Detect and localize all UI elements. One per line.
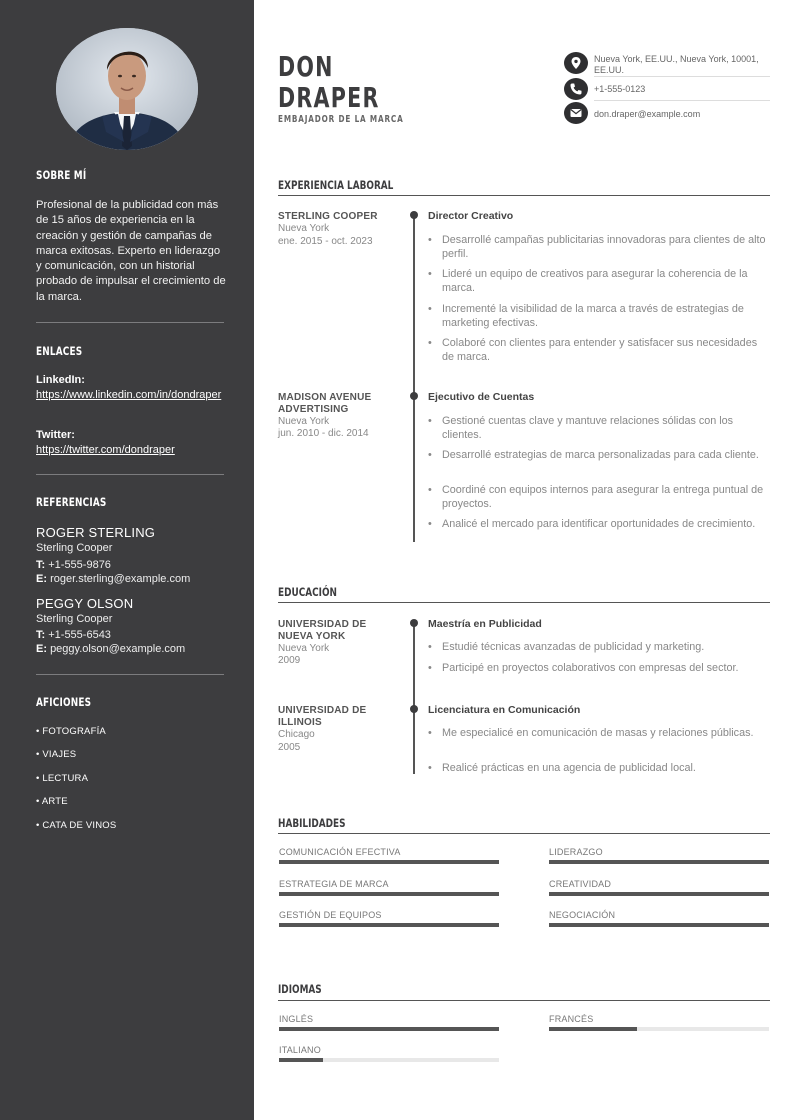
skill-bar [279,923,499,927]
contact-address: Nueva York, EE.UU., Nueva York, 10001, EE.UU. [594,54,759,75]
twitter-label: Twitter: [36,429,75,441]
phone-icon [564,78,588,100]
about-heading: SOBRE MÍ [36,168,87,182]
education-year: 2005 [278,742,301,753]
linkedin-link[interactable]: https://www.linkedin.com/in/dondraper [36,389,222,401]
experience-company: MADISON AVENUE ADVERTISING [278,392,372,415]
contact-phone: +1-555-0123 [594,84,646,94]
experience-bullet: • Colaboré con clientes para entender y satisfacer sus necesidades de marca. [428,336,772,364]
divider [36,674,224,675]
divider [36,474,224,475]
skill-name: LIDERAZGO [549,847,603,857]
language-name: ITALIANO [279,1045,321,1055]
reference-company: Sterling Cooper [36,613,113,625]
skill-bar [279,892,499,896]
skill-bar-fill [279,923,499,927]
education-year: 2009 [278,655,301,666]
divider [278,1000,770,1001]
skill-bar [549,923,769,927]
experience-role: Director Creativo [428,210,514,222]
hobby-item: • ARTE [36,796,68,807]
education-school: UNIVERSIDAD DE NUEVA YORK [278,619,367,642]
language-bar [279,1027,499,1031]
timeline-dot [410,705,418,713]
job-title: EMBAJADOR DE LA MARCA [278,114,404,125]
avatar [56,28,198,150]
divider [278,833,770,834]
skill-bar [549,860,769,864]
language-bar-fill [279,1027,499,1031]
skill-name: NEGOCIACIÓN [549,910,616,920]
timeline-dot [410,211,418,219]
experience-bullet: • Gestioné cuentas clave y mantuve relaciones sólidas con los clientes. [428,414,772,442]
twitter-link[interactable]: https://twitter.com/dondraper [36,444,175,456]
skill-bar-fill [279,860,499,864]
skill-bar-fill [279,892,499,896]
skill-bar-fill [549,860,769,864]
language-bar-fill [279,1058,323,1062]
contact-email: don.draper@example.com [594,109,701,119]
education-school: UNIVERSIDAD DE ILLINOIS [278,705,367,728]
experience-heading: EXPERIENCIA LABORAL [278,178,394,192]
experience-bullet: • Desarrollé estrategias de marca personalizadas para cada cliente. [428,448,772,462]
experience-location: Nueva York [278,223,330,234]
timeline-dot [410,392,418,400]
first-name: DON [278,50,334,83]
education-bullet: • Participé en proyectos colaborativos con empresas del sector. [428,661,772,675]
links-heading: ENLACES [36,344,83,358]
experience-role: Ejecutivo de Cuentas [428,391,535,403]
reference-phone: T: +1-555-6543 [36,629,111,641]
divider [36,322,224,323]
language-bar [279,1058,499,1062]
location-icon [564,52,588,74]
experience-dates: ene. 2015 - oct. 2023 [278,236,373,247]
reference-email: E: roger.sterling@example.com [36,573,191,585]
timeline-line [413,624,415,774]
experience-bullet: • Desarrollé campañas publicitarias innovadoras para clientes de alto perfil. [428,233,772,261]
about-text: Profesional de la publicidad con más de 15 años de experiencia en la creación y gestión de campañas de marca exitosas. Experto en liderazgo y comunicación, con un historial probado de impulsar el crecimiento de la marca. [36,199,226,303]
skill-bar [279,860,499,864]
reference-company: Sterling Cooper [36,542,113,554]
skill-name: COMUNICACIÓN EFECTIVA [279,847,401,857]
languages-heading: IDIOMAS [278,982,322,996]
skill-bar-fill [549,923,769,927]
experience-bullet: • Coordiné con equipos internos para asegurar la entrega puntual de proyectos. [428,483,772,511]
linkedin-label: LinkedIn: [36,374,85,386]
education-bullet: • Me especialicé en comunicación de masas y relaciones públicas. [428,726,772,740]
experience-location: Nueva York [278,416,330,427]
email-icon [564,102,588,124]
divider [278,602,770,603]
education-heading: EDUCACIÓN [278,585,337,599]
experience-company: STERLING COOPER [278,211,378,222]
language-bar-fill [549,1027,637,1031]
reference-name: PEGGY OLSON [36,596,134,611]
skills-heading: HABILIDADES [278,816,346,830]
education-degree: Maestría en Publicidad [428,618,542,630]
skill-bar [549,892,769,896]
skill-name: CREATIVIDAD [549,879,612,889]
education-location: Chicago [278,729,315,740]
reference-phone: T: +1-555-9876 [36,559,111,571]
experience-dates: jun. 2010 - dic. 2014 [278,428,369,439]
reference-name: ROGER STERLING [36,525,156,540]
timeline-dot [410,619,418,627]
timeline-line [413,216,415,542]
skill-name: GESTIÓN DE EQUIPOS [279,910,382,920]
skill-name: ESTRATEGIA DE MARCA [279,879,389,889]
profile-photo [56,28,198,150]
education-degree: Licenciatura en Comunicación [428,704,581,716]
hobby-item: • FOTOGRAFÍA [36,726,106,737]
experience-bullet: • Lideré un equipo de creativos para asegurar la coherencia de la marca. [428,267,772,295]
reference-email: E: peggy.olson@example.com [36,643,186,655]
divider [278,195,770,196]
experience-bullet: • Incrementé la visibilidad de la marca a través de estrategias de marketing efectivas. [428,302,772,330]
hobby-item: • LECTURA [36,773,89,784]
education-location: Nueva York [278,643,330,654]
language-name: FRANCÉS [549,1014,594,1024]
divider [594,100,770,101]
experience-bullet: • Analicé el mercado para identificar oportunidades de crecimiento. [428,517,772,531]
education-bullet: • Realicé prácticas en una agencia de publicidad local. [428,761,772,775]
hobbies-heading: AFICIONES [36,695,92,709]
references-heading: REFERENCIAS [36,495,107,509]
hobby-item: • CATA DE VINOS [36,820,117,831]
skill-bar-fill [549,892,769,896]
last-name: DRAPER [278,81,380,114]
education-bullet: • Estudié técnicas avanzadas de publicidad y marketing. [428,640,772,654]
sidebar [0,0,254,1120]
divider [594,76,770,77]
hobby-item: • VIAJES [36,749,77,760]
language-bar [549,1027,769,1031]
language-name: INGLÉS [279,1014,314,1024]
